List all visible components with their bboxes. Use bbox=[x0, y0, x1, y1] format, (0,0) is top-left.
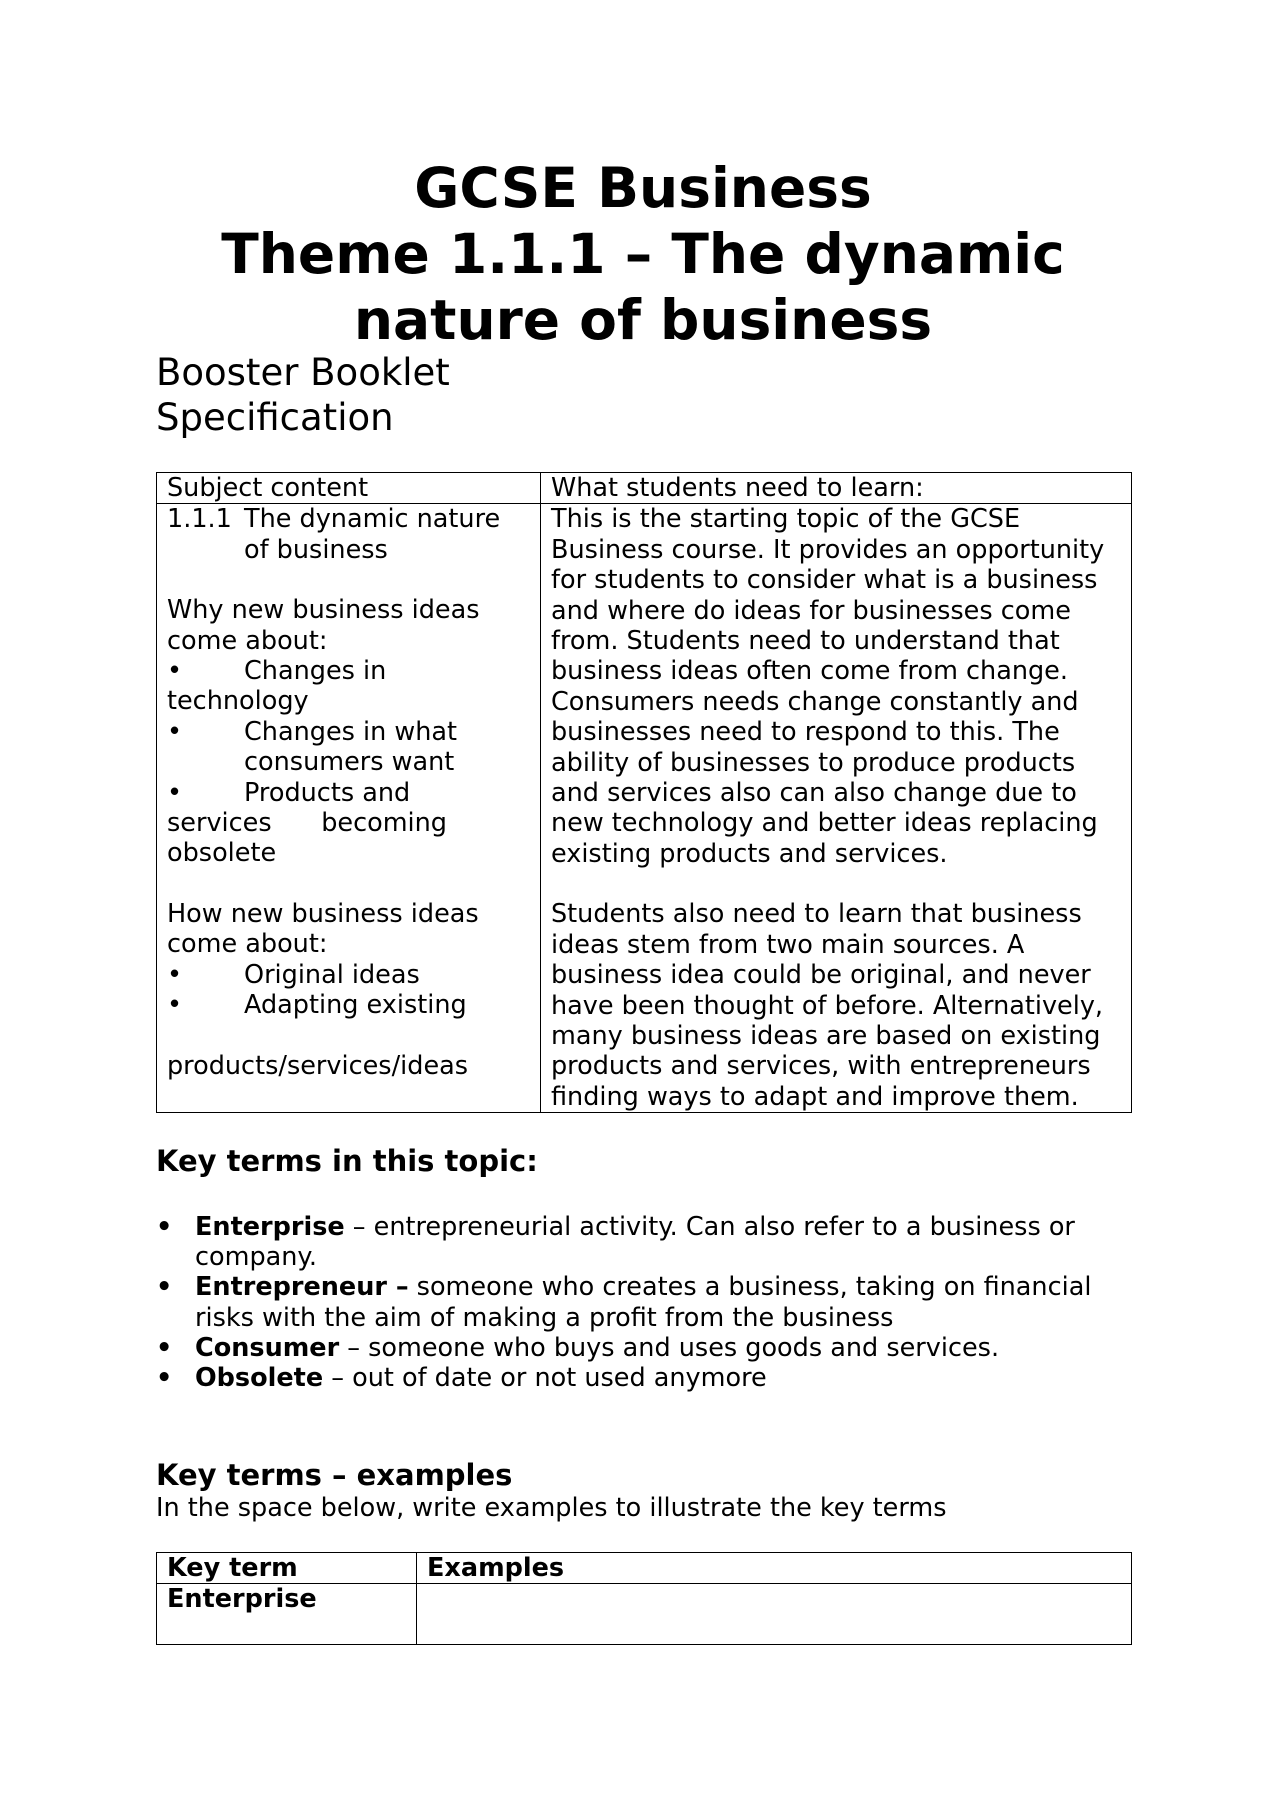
examples-table bbox=[156, 1552, 1132, 1645]
key-terms-list bbox=[156, 1212, 1116, 1393]
spec-header-row bbox=[157, 473, 1132, 504]
examples-header-row bbox=[157, 1553, 1132, 1584]
examples-header-examples: Examples bbox=[417, 1553, 1132, 1584]
bullet-icon: • bbox=[167, 716, 183, 747]
examples-instruction: In the space below, write examples to illustrate the key terms bbox=[156, 1493, 947, 1523]
learning-content-cell bbox=[541, 504, 1132, 1113]
spec-header-subject: Subject content bbox=[157, 473, 541, 504]
why-heading: Why new business ideas come about: bbox=[167, 595, 480, 656]
why-bullet-1: • Changes in technology bbox=[167, 656, 387, 717]
key-term-definition: someone who creates a business, taking on financial risks with the aim of making a profit from the business bbox=[195, 1272, 1092, 1333]
key-terms-heading: Key terms in this topic: bbox=[156, 1144, 538, 1178]
key-term-name: Obsolete bbox=[195, 1363, 324, 1394]
examples-row bbox=[157, 1584, 1132, 1645]
learning-paragraph-1: This is the starting topic of the GCSE Business course. It provides an opportunity for students to consider what is a business and where do ideas for businesses come from. Students need to understand that business ideas often come from change. Consumers needs change constantly and businesses need to respond to this. The ability of businesses to produce products and services also can also change due to new technology and better ideas replacing existing products and services. bbox=[551, 504, 1105, 869]
topic-number: 1.1.1 bbox=[167, 504, 232, 535]
topic-heading bbox=[167, 504, 530, 534]
title-line-2: Theme 1.1.1 – The dynamic bbox=[221, 222, 1065, 286]
spec-content-row bbox=[157, 504, 1132, 1113]
examples-heading: Key terms – examples bbox=[156, 1458, 513, 1492]
bullet-icon: • bbox=[167, 777, 183, 808]
how-bullet-2: • Adapting existing bbox=[167, 990, 467, 1021]
key-term-definition: someone who buys and uses goods and services. bbox=[368, 1332, 1000, 1363]
bullet-icon: • bbox=[156, 1272, 173, 1303]
bullet-icon: • bbox=[156, 1332, 173, 1363]
examples-row-term: Enterprise bbox=[157, 1584, 417, 1645]
key-term-item: • Consumer – someone who buys and uses goods and services. bbox=[156, 1332, 1000, 1363]
how-tail: products/services/ideas bbox=[167, 1050, 469, 1081]
key-term-name: Entrepreneur – bbox=[195, 1272, 409, 1303]
subject-content-cell bbox=[157, 504, 541, 1113]
bullet-icon: • bbox=[156, 1212, 173, 1242]
key-term-definition: entrepreneurial activity. Can also refer to a business or company. bbox=[195, 1212, 1075, 1273]
title-line-1: GCSE Business bbox=[414, 156, 872, 220]
booster-label: Booster Booklet bbox=[156, 351, 450, 394]
learning-paragraph-2: Students also need to learn that business ideas stem from two main sources. A business idea could be original, and never have been thought of before. Alternatively, many business ideas are based on existing products and services, with entrepreneurs finding ways to adapt and improve them. bbox=[551, 899, 1104, 1112]
how-bullet-1: • Original ideas bbox=[167, 959, 420, 990]
key-term-name: Enterprise bbox=[195, 1212, 345, 1242]
bullet-icon: • bbox=[167, 990, 183, 1021]
key-term-item: • Obsolete – out of date or not used anymore bbox=[156, 1363, 767, 1394]
why-bullet-3: • Products and services becoming obsolete bbox=[167, 777, 447, 869]
page-title bbox=[156, 155, 1130, 353]
key-term-name: Consumer bbox=[195, 1332, 340, 1363]
how-heading: How new business ideas come about: bbox=[167, 898, 479, 960]
key-term-item bbox=[156, 1272, 1116, 1332]
bullet-icon: • bbox=[156, 1363, 173, 1394]
spec-header-learn: What students need to learn: bbox=[541, 473, 1132, 504]
specification-table bbox=[156, 472, 1132, 1113]
bullet-icon: • bbox=[167, 656, 183, 687]
specification-label: Specification bbox=[156, 396, 394, 439]
key-term-definition: out of date or not used anymore bbox=[352, 1363, 767, 1394]
examples-header-term: Key term bbox=[157, 1553, 417, 1584]
topic-name-1: The dynamic nature bbox=[244, 504, 501, 535]
key-term-item: • Enterprise – entrepreneurial activity. Can also refer to a business or company. bbox=[156, 1212, 1075, 1273]
bullet-icon: • bbox=[167, 959, 183, 990]
title-line-3: nature of business bbox=[353, 288, 933, 352]
why-bullet-2: • Changes in what consumers want bbox=[167, 716, 458, 778]
topic-name-2: of business bbox=[244, 534, 388, 565]
examples-row-answer[interactable] bbox=[417, 1584, 1132, 1645]
